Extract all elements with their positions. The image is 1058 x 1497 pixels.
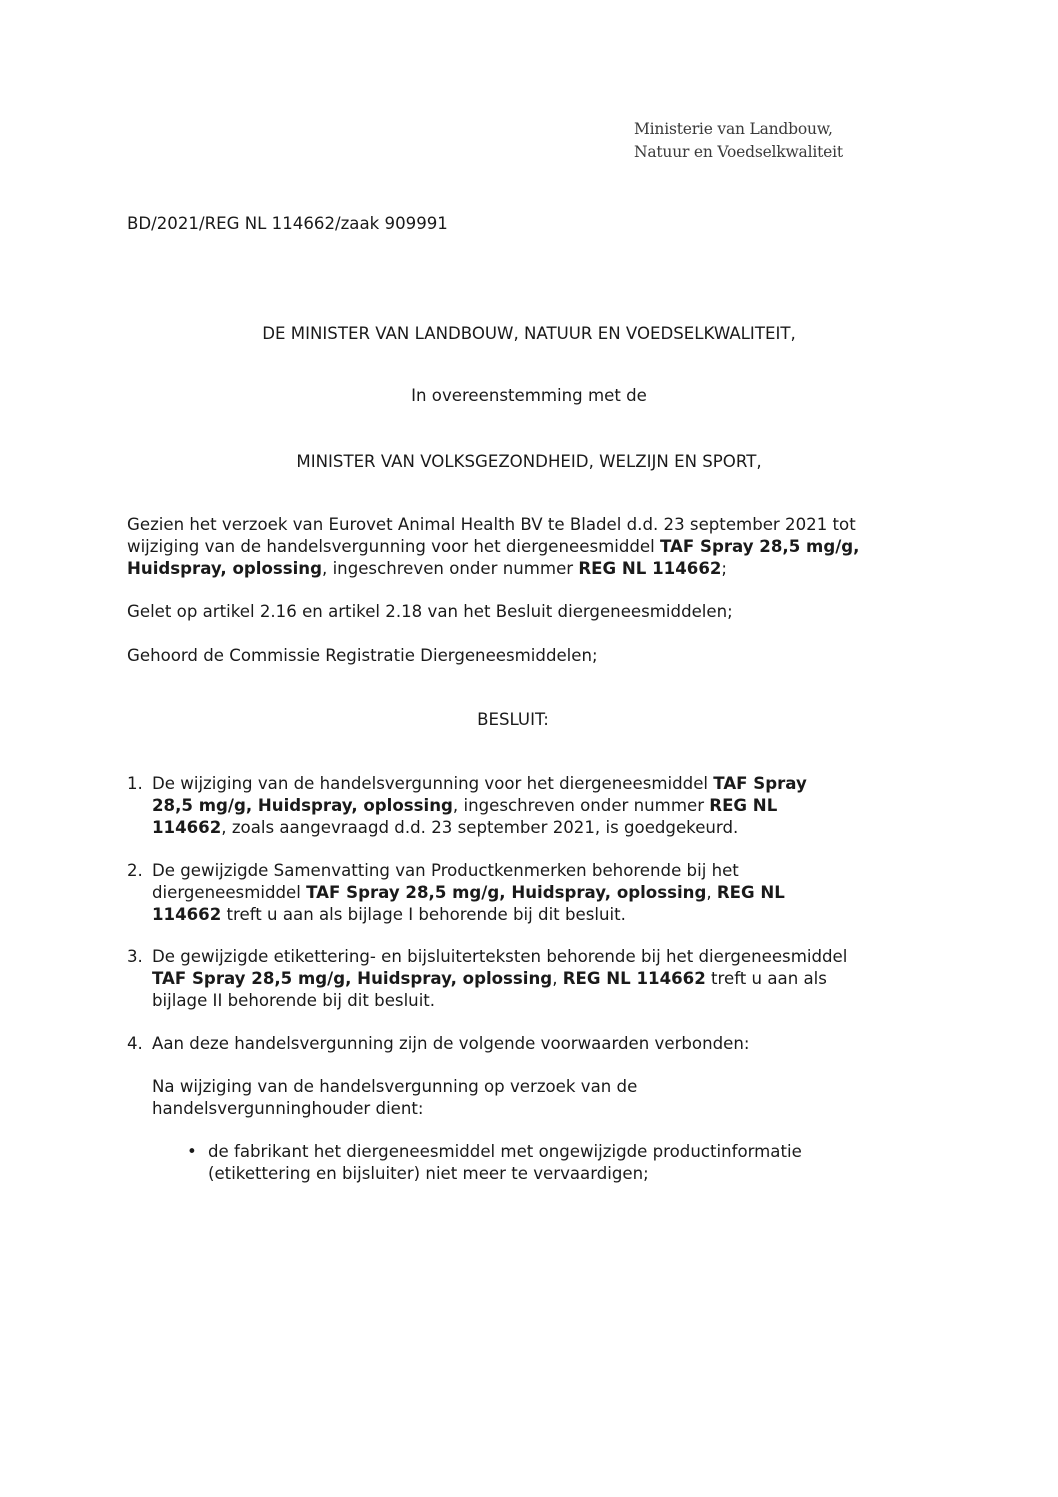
letterhead-line-1: Ministerie van Landbouw,: [634, 120, 833, 138]
item-4-line-1: Aan deze handelsvergunning zijn de volgende voorwaarden verbonden:: [152, 1034, 750, 1053]
bullet-icon: •: [187, 1142, 197, 1161]
item-number: 3.: [127, 947, 143, 966]
item-number: 1.: [127, 774, 143, 793]
registration-number: 114662: [152, 905, 222, 924]
item-text: diergeneesmiddel: [152, 883, 307, 902]
registration-number: 114662: [152, 818, 222, 837]
item-1-line-1: [152, 773, 807, 795]
intro-line-2: [127, 536, 859, 558]
heading-besluit: BESLUIT:: [477, 710, 549, 729]
item-text: , ingeschreven onder nummer: [452, 796, 710, 815]
product-form: Huidspray, oplossing: [127, 559, 323, 578]
item-3-line-3: bijlage II behorende bij dit besluit.: [152, 991, 436, 1010]
item-text: , zoals aangevraagd d.d. 23 september 2021, is goedgekeurd.: [221, 818, 739, 837]
item-2-line-2: [152, 882, 785, 904]
item-number: 4.: [127, 1034, 143, 1053]
item-text: treft u aan als bijlage I behorende bij dit besluit.: [221, 905, 626, 924]
item-4-paragraph-line-2: handelsvergunninghouder dient:: [152, 1099, 424, 1118]
product-name: TAF Spray 28,5 mg/g,: [660, 537, 860, 556]
intro-text: Gezien het verzoek van Eurovet Animal Health BV te Bladel d.d. 23 september 2021 tot: [127, 515, 856, 534]
letterhead-line-2: Natuur en Voedselkwaliteit: [634, 143, 843, 161]
bullet-item-line-1: de fabrikant het diergeneesmiddel met ongewijzigde productinformatie: [208, 1142, 802, 1161]
item-text: ,: [706, 883, 717, 902]
intro-text: , ingeschreven onder nummer: [322, 559, 579, 578]
gelet-paragraph: Gelet op artikel 2.16 en artikel 2.18 van het Besluit diergeneesmiddelen;: [127, 602, 733, 621]
letterhead: [634, 118, 843, 164]
product-name: TAF Spray: [713, 774, 807, 793]
item-4-paragraph-line-1: Na wijziging van de handelsvergunning op verzoek van de: [152, 1077, 638, 1096]
intro-text: wijziging van de handelsvergunning voor het diergeneesmiddel: [127, 537, 661, 556]
item-text: treft u aan als: [705, 969, 827, 988]
registration-number: REG NL 114662: [562, 969, 706, 988]
heading-vws: MINISTER VAN VOLKSGEZONDHEID, WELZIJN EN SPORT,: [296, 452, 762, 471]
item-2-line-1: De gewijzigde Samenvatting van Productkenmerken behorende bij het: [152, 861, 739, 880]
item-text: De wijziging van de handelsvergunning voor het diergeneesmiddel: [152, 774, 714, 793]
product-name: TAF Spray 28,5 mg/g, Huidspray, oplossing: [152, 969, 553, 988]
item-2-line-3: [152, 904, 626, 926]
registration-number: REG NL 114662: [578, 559, 722, 578]
reference-number: BD/2021/REG NL 114662/zaak 909991: [127, 214, 448, 233]
item-3-line-2: [152, 968, 827, 990]
product-name: TAF Spray 28,5 mg/g, Huidspray, oplossing: [306, 883, 707, 902]
registration-number: REG NL: [716, 883, 785, 902]
heading-agreement: In overeenstemming met de: [411, 386, 647, 405]
bullet-item-line-2: (etikettering en bijsluiter) niet meer te vervaardigen;: [208, 1164, 649, 1183]
item-1-line-2: [152, 795, 777, 817]
item-1-line-3: [152, 817, 738, 839]
item-number: 2.: [127, 861, 143, 880]
intro-text: ;: [721, 559, 728, 578]
heading-minister: DE MINISTER VAN LANDBOUW, NATUUR EN VOEDSELKWALITEIT,: [262, 324, 796, 343]
registration-number: REG NL: [709, 796, 778, 815]
item-text: ,: [552, 969, 563, 988]
item-3-line-1: De gewijzigde etikettering- en bijsluiterteksten behorende bij het diergeneesmiddel: [152, 947, 848, 966]
gehoord-paragraph: Gehoord de Commissie Registratie Diergeneesmiddelen;: [127, 646, 598, 665]
product-name: 28,5 mg/g, Huidspray, oplossing: [152, 796, 453, 815]
intro-line-1: [127, 514, 856, 536]
intro-line-3: [127, 558, 727, 580]
